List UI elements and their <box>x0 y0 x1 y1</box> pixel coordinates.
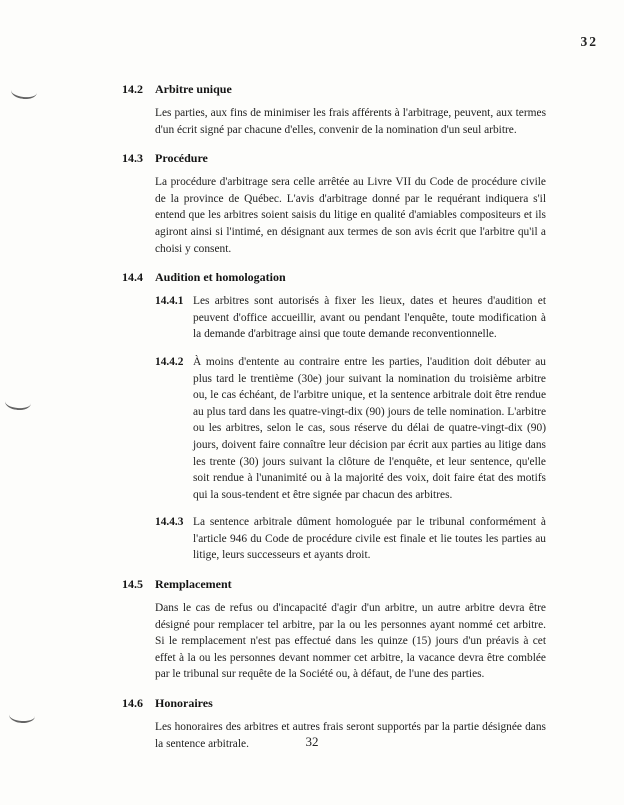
section-heading <box>122 151 546 166</box>
page-number-bottom: 32 <box>305 734 319 749</box>
section-number: 14.5 <box>122 577 143 592</box>
section-heading <box>122 696 546 711</box>
page-number-top: 32 <box>580 34 598 49</box>
section-remplacement <box>122 577 546 683</box>
subsection-text: La sentence arbitrale dûment homologuée par le tribunal conformément à l'article 946 du Code de procédure civile est finale et lie toutes les parties au litige, leurs successeurs et ayants droit. <box>193 516 546 562</box>
section-number: 14.2 <box>122 82 143 96</box>
section-paragraph: La procédure d'arbitrage sera celle arrêtée au Livre VII du Code de procédure civile de la province de Québec. L'avis d'arbitrage donné par le requérant indiquera s'il entend que les arbitres soient saisis du litige en qualité d'amiables compositeurs et ils agiront ainsi si l'intimé, en désignant aux termes de son avis écrit que l'arbitre qu'il a choisi y consent. <box>155 176 546 255</box>
subsection-text: Les arbitres sont autorisés à fixer les lieux, dates et heures d'audition et peuvent d'office accueillir, avant ou pendant l'enquête, toute modification à la demande d'arbitrage ainsi que toute demande reconventionnelle. <box>193 295 546 341</box>
subsection-number: 14.4.3 <box>155 516 184 529</box>
document-body <box>122 82 546 765</box>
section-title: Audition et homologation <box>155 270 286 285</box>
subsection-14-4-1 <box>155 293 546 343</box>
section-title: Procédure <box>155 151 208 166</box>
scan-mark-icon <box>9 707 36 724</box>
subsection-text: À moins d'entente au contraire entre les parties, l'audition doit débuter au plus tard le trentième (30e) jour suivant la nomination du troisième arbitre ou, le cas échéant, de l'arbitre unique, et la sentence arbitrale doit être rendue au plus tard dans les quatre-vingt-dix (90) jours de telle nomination. L'arbitre ou les arbitres, selon le cas, sous réserve du délai de quatre-vingt-dix (90) jours, doivent faire connaître leur décision par écrit aux parties au litige dans les trente (30) jours suivant la clôture de l'enquête, et leur sentence, qu'elle soit rendue à l'unanimité ou à la majorité des voix, doit faire état des motifs qui la sous-tendent et être signée par chacun des arbitres. <box>193 355 546 501</box>
section-paragraph: Les parties, aux fins de minimiser les frais afférents à l'arbitrage, peuvent, aux termes d'un écrit signé par chacune d'elles, convenir de la nomination d'un seul arbitre. <box>155 107 546 136</box>
subsection-14-4-3 <box>155 514 546 564</box>
section-heading <box>122 82 546 97</box>
section-arbitre-unique <box>122 82 546 138</box>
scan-mark-icon <box>4 394 31 411</box>
section-procedure <box>122 151 546 257</box>
section-audition-et-homologation <box>122 270 546 564</box>
section-number: 14.4 <box>122 270 143 285</box>
subsection-number: 14.4.1 <box>155 295 184 308</box>
section-title: Honoraires <box>155 696 213 711</box>
section-title: Remplacement <box>155 577 232 592</box>
section-paragraph: Dans le cas de refus ou d'incapacité d'agir d'un arbitre, un autre arbitre devra être désigné pour remplacer tel arbitre, par la ou les personnes ayant nommé cet arbitre. Si le remplacement n'est pas effectué dans les quinze (15) jours d'un préavis à cet effet à la ou les personnes devant nommer cet arbitre, la vacance devra être comblée par le tribunal sur requête de la Société ou, à défaut, de l'une des parties. <box>155 602 546 681</box>
subsection-14-4-2 <box>155 354 546 503</box>
scan-mark-icon <box>10 83 37 101</box>
section-title: Arbitre unique <box>155 82 232 96</box>
section-number: 14.6 <box>122 696 143 711</box>
section-heading <box>122 270 546 285</box>
section-number: 14.3 <box>122 151 143 166</box>
section-heading <box>122 577 546 592</box>
section-paragraph: Les honoraires des arbitres et autres frais seront supportés par la partie désignée dans la sentence arbitrale. <box>155 721 546 750</box>
subsection-number: 14.4.2 <box>155 355 184 368</box>
